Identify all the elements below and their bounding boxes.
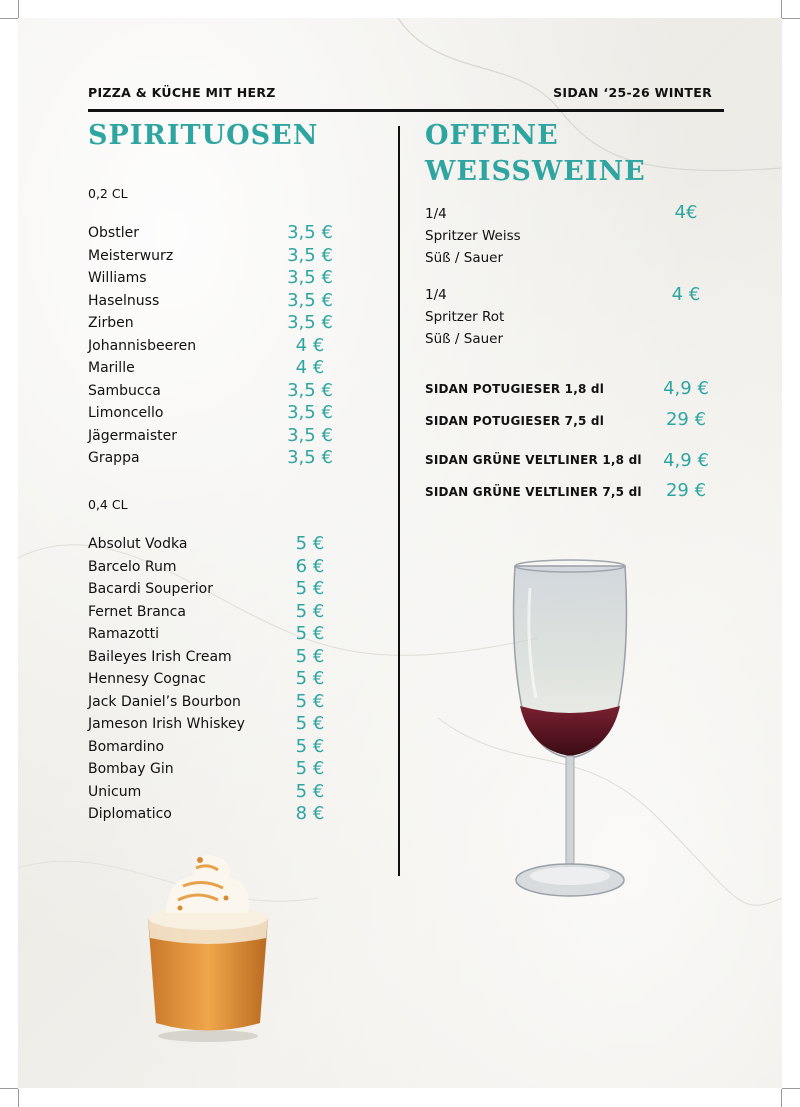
list-item [88,555,378,581]
wine-glass-image [500,558,640,918]
spritzer-rot [425,284,504,350]
item-price: 3,5 € [287,289,333,311]
list-item [88,580,378,603]
item-price: 5 € [295,578,325,599]
item-name: Jack Daniel’s Bourbon [88,693,241,710]
wine-item-name: SIDAN POTUGIESER 7,5 dl [425,414,605,428]
item-name: Jägermaister [88,427,177,444]
spirituosen-title: SPIRITUOSEN [88,120,319,151]
item-name: Zirben [88,315,134,331]
list-item [88,760,378,783]
list-item [88,625,378,648]
spritzer-price: 4€ [674,202,698,223]
item-price: 3,5 € [287,244,333,266]
wine-item-price: 29 € [665,480,707,501]
list-item [88,600,378,626]
item-price: 5 € [295,600,325,622]
header-rule [88,109,724,112]
list-item [88,289,378,315]
item-price: 5 € [295,645,325,667]
list-item [88,690,378,716]
item-name: Hennesy Cognac [88,671,206,687]
list-item [88,224,378,247]
wine-item-name: SIDAN GRÜNE VELTLINER 7,5 dl [425,485,642,499]
item-price: 5 € [295,758,325,779]
crop-mark [0,18,18,19]
item-name: Williams [88,270,147,286]
crop-mark [0,1088,18,1089]
wine-item-price: 4,9 € [663,450,709,471]
group1-list [88,224,378,472]
spritzer-size: 1/4 [425,206,447,222]
weine-title-line1: OFFENE [425,120,559,151]
item-price: 5 € [295,690,325,712]
wine-item-price: 29 € [665,409,707,430]
item-name: Bacardi Souperior [88,581,213,597]
item-price: 3,5 € [287,424,333,446]
list-item [88,805,378,828]
list-item [88,404,378,427]
crop-mark [18,1089,19,1107]
wine-item-price: 4,9 € [663,378,709,399]
item-name: Jameson Irish Whiskey [88,716,245,732]
list-item [88,359,378,382]
item-name: Bomardino [88,738,165,755]
spritzer-variant: Süß / Sauer [425,331,504,347]
header-left: PIZZA & KÜCHE MIT HERZ [88,85,276,100]
item-name: Limoncello [88,405,164,421]
item-price: 5 € [295,713,325,734]
spritzer-size: 1/4 [425,287,447,303]
item-name: Haselnuss [88,292,160,309]
crop-mark [781,1089,782,1107]
item-price: 5 € [295,623,325,644]
item-name: Unicum [88,783,142,800]
list-item [88,379,378,405]
group1-size: 0,2 CL [88,186,128,201]
list-item [88,645,378,671]
item-price: 3,5 € [287,312,333,333]
group2-size: 0,4 CL [88,497,128,512]
crop-mark [781,0,782,18]
item-name: Fernet Branca [88,603,186,620]
item-name: Johannisbeeren [88,337,197,354]
spritzer-price: 4 € [671,284,701,305]
crop-mark [18,0,19,18]
item-price: 5 € [295,533,325,554]
weine-title-line2: WEISSWEINE [425,156,646,187]
item-name: Barcelo Rum [88,558,177,575]
item-price: 3,5 € [287,447,333,468]
spritzer-name: Spritzer Rot [425,309,505,325]
list-item [88,670,378,693]
crop-mark [782,18,800,19]
list-item [88,334,378,360]
item-price: 8 € [295,803,325,824]
list-item [88,424,378,450]
item-name: Obstler [88,225,139,241]
list-item [88,269,378,292]
item-price: 3,5 € [287,402,333,423]
item-name: Absolut Vodka [88,536,188,552]
item-price: 5 € [295,668,325,689]
list-item [88,715,378,738]
item-name: Bombay Gin [88,761,174,777]
item-name: Sambucca [88,382,161,399]
item-price: 6 € [295,555,325,577]
header-right: SIDAN ‘25-26 WINTER [553,85,712,100]
item-price: 5 € [295,780,325,802]
iced-coffee-image [138,838,278,1043]
list-item [88,449,378,472]
list-item [88,780,378,806]
item-name: Ramazotti [88,626,159,642]
item-price: 4 € [295,334,325,356]
wine-item-name: SIDAN POTUGIESER 1,8 dl [425,382,605,396]
crop-mark [782,1088,800,1089]
spritzer-weiss [425,203,521,269]
item-name: Diplomatico [88,806,172,822]
list-item [88,244,378,270]
column-divider [398,126,400,876]
list-item [88,735,378,761]
spritzer-variant: Süß / Sauer [425,250,504,266]
item-price: 4 € [295,357,325,378]
list-item [88,535,378,558]
item-price: 3,5 € [287,222,333,243]
item-name: Marille [88,360,135,376]
item-price: 5 € [295,735,325,757]
item-name: Grappa [88,450,140,466]
item-price: 3,5 € [287,267,333,288]
menu-page [18,18,782,1088]
wine-item-name: SIDAN GRÜNE VELTLINER 1,8 dl [425,453,642,467]
item-price: 3,5 € [287,379,333,401]
list-item [88,314,378,337]
group2-list [88,535,378,828]
item-name: Baileyes Irish Cream [88,648,232,665]
item-name: Meisterwurz [88,247,174,264]
spritzer-name: Spritzer Weiss [425,228,521,244]
